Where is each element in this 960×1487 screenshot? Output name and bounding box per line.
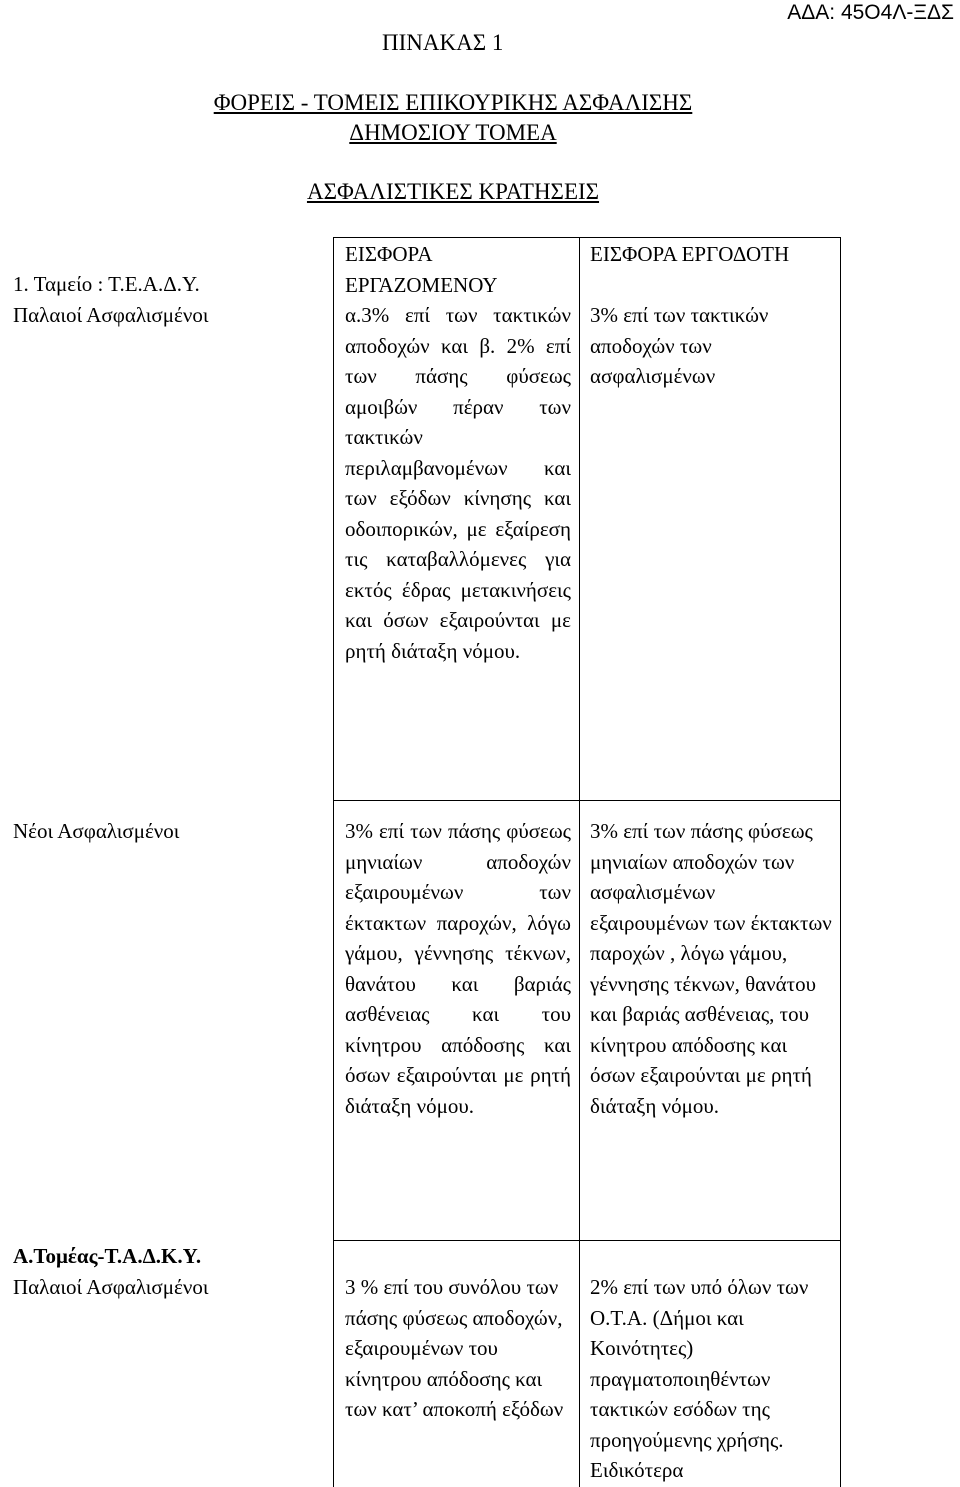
row1-label: Παλαιοί Ασφαλισμένοι — [13, 303, 209, 327]
col-divider-right — [840, 237, 841, 1487]
row1-employee-contribution: α.3% επί των τακτικών αποδοχών και β. 2% επί των πάσης φύσεως αμοιβών πέραν των τακτικών περιλαμβανομένων και των εξόδων κίνησης και οδοιπορικών, με εξαίρεση τις καταβαλλόμενες για εκτός έδρας μετακινήσεις και όσων εξαιρούνται με ρητή διάταξη νόμου. — [345, 303, 571, 663]
row2-label: Νέοι Ασφαλισμένοι — [13, 819, 180, 843]
header-employee-contribution: ΕΙΣΦΟΡΑ ΕΡΓΑΖΟΜΕΝΟΥ — [345, 242, 498, 297]
document-subtitle: ΑΣΦΑΛΙΣΤΙΚΕΣ ΚΡΑΤΗΣΕΙΣ — [306, 179, 600, 204]
document-title-line2: ΔΗΜΟΣΙΟΥ ΤΟΜΕΑ — [349, 120, 557, 145]
document-title-line1: ΦΟΡΕΙΣ - ΤΟΜΕΙΣ ΕΠΙΚΟΥΡΙΚΗΣ ΑΣΦΑΛΙΣΗΣ — [213, 90, 693, 115]
col-divider-middle — [579, 237, 580, 1487]
col-divider-left — [333, 237, 334, 1487]
sector-label: Α.Τομέας-Τ.Α.Δ.Κ.Υ. — [13, 1244, 202, 1268]
row3-employee-contribution: 3 % επί του συνόλου των πάσης φύσεως αποδοχών, εξαιρουμένων του κίνητρου απόδοσης και των κατ’ αποκοπή εξόδων — [345, 1275, 564, 1421]
row2-employee-contribution: 3% επί των πάσης φύσεως μηνιαίων αποδοχών εξαιρουμένων των έκτακτων παροχών, λόγω γάμου, γέννησης τέκνων, θανάτου και βαριάς ασθένειας και του κίνητρου απόδοσης και όσων εξαιρούνται με ρητή διάταξη νόμου. — [345, 819, 571, 1118]
row2-employer-contribution: 3% επί των πάσης φύσεως μηνιαίων αποδοχών των ασφαλισμένων εξαιρουμένων των έκτακτων παροχών , λόγω γάμου, γέννησης τέκνων, θανάτου και βαριάς ασθένειας, του κίνητρου απόδοσης και όσων εξαιρούνται με ρητή διάταξη νόμου. — [590, 819, 832, 1118]
row3-employer-contribution: 2% επί των υπό όλων των Ο.Τ.Α. (Δήμοι και Κοινότητες) πραγματοποιηθέντων τακτικών εσόδων της προηγούμενης χρήσης. Ειδικότερα — [590, 1275, 809, 1482]
row2-bottom-border — [333, 1240, 841, 1241]
table-number-heading: ΠΙΝΑΚΑΣ 1 — [382, 30, 504, 55]
table-top-border — [333, 237, 841, 238]
row1-bottom-border — [333, 800, 841, 801]
fund-label: 1. Ταμείο : Τ.Ε.Α.Δ.Υ. — [13, 272, 200, 296]
row1-employer-contribution: 3% επί των τακτικών αποδοχών των ασφαλισμένων — [590, 303, 769, 388]
ada-stamp: ΑΔΑ: 45Ο4Λ-ΞΔΣ — [787, 1, 954, 24]
header-employer-contribution: ΕΙΣΦΟΡΑ ΕΡΓΟΔΟΤΗ — [590, 242, 790, 266]
row3-label: Παλαιοί Ασφαλισμένοι — [13, 1275, 209, 1299]
